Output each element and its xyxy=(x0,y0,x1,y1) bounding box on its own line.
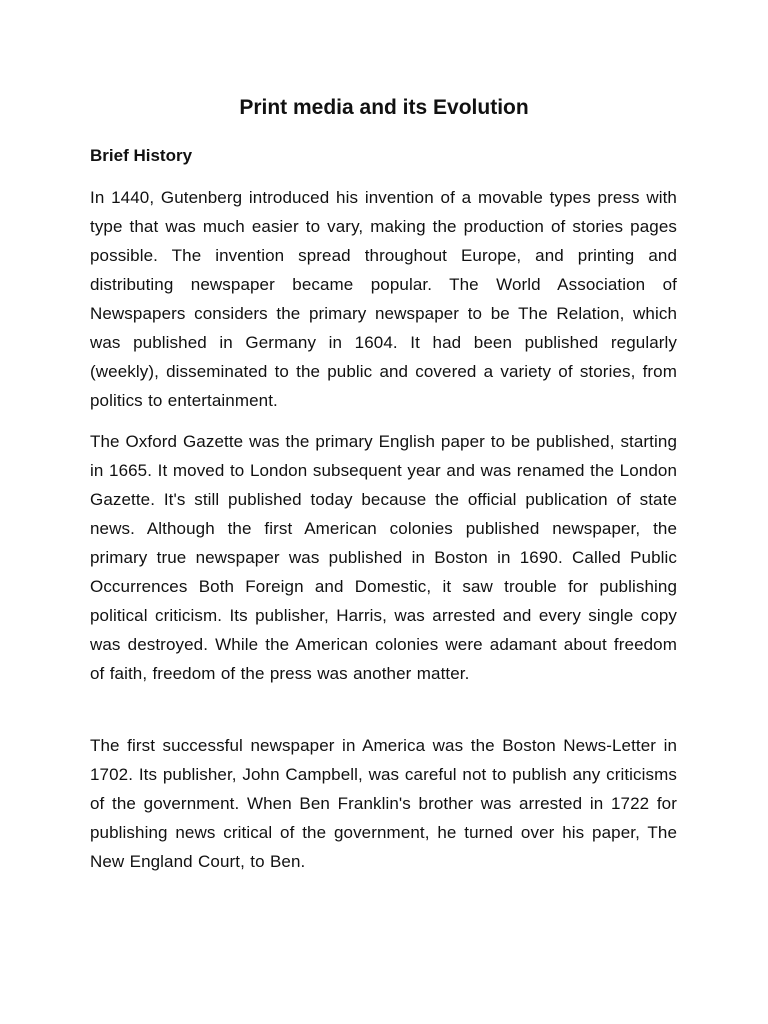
paragraph-3: The first successful newspaper in America was the Boston News-Letter in 1702. Its publisher, John Campbell, was careful not to publish any criticisms of the government. When Ben Franklin's brother was arrested in 1722 for publishing news critical of the government, he turned over his paper, The New England Court, to Ben. xyxy=(90,736,677,871)
paragraph-1: In 1440, Gutenberg introduced his invention of a movable types press with type that was much easier to vary, making the production of stories pages possible. The invention spread throughout Europe, and printing and distributing newspaper became popular. The World Association of Newspapers considers the primary newspaper to be The Relation, which was published in Germany in 1604. It had been published regularly (weekly), disseminated to the public and covered a variety of stories, from politics to entertainment. xyxy=(90,188,677,410)
paragraph-2: The Oxford Gazette was the primary English paper to be published, starting in 1665. It moved to London subsequent year and was renamed the London Gazette. It's still published today because the official publication of state news. Although the first American colonies published newspaper, the primary true newspaper was published in Boston in 1690. Called Public Occurrences Both Foreign and Domestic, it saw trouble for publishing political criticism. Its publisher, Harris, was arrested and every single copy was destroyed. While the American colonies were adamant about freedom of faith, freedom of the press was another matter. xyxy=(90,432,677,683)
page-title: Print media and its Evolution xyxy=(239,96,529,119)
section-heading: Brief History xyxy=(90,146,193,165)
